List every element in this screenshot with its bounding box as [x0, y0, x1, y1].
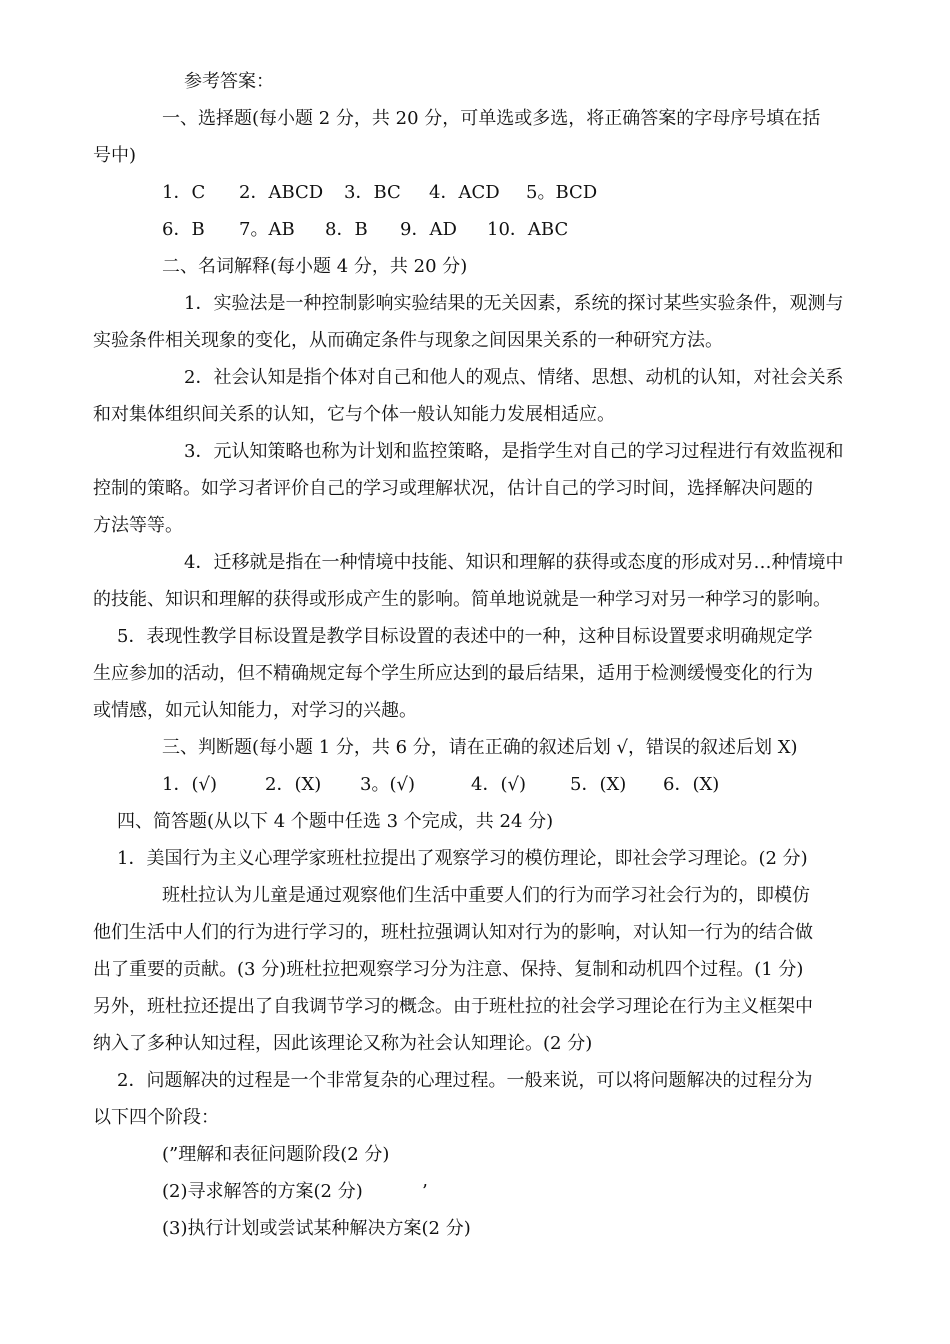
question-2-line: 以下四个阶段：	[93, 1107, 219, 1128]
page-title: 参考答案：	[184, 71, 274, 92]
mc-answers-row-2	[162, 218, 568, 242]
question-1-answer-line: 他们生活中人们的行为进行学习的，班杜拉强调认知对行为的影响，对认知一行为的结合做	[93, 922, 813, 943]
term-5-line: 或情感，如元认知能力，对学习的兴趣。	[93, 700, 417, 721]
mc-answer: 7。AB	[239, 219, 295, 240]
tf-answer: 4．(√)	[471, 774, 526, 795]
question-1-answer-line: 另外，班杜拉还提出了自我调节学习的概念。由于班杜拉的社会学习理论在行为主义框架中	[93, 996, 813, 1017]
term-5-line: 5．表现性教学目标设置是教学目标设置的表述中的一种，这种目标设置要求明确规定学	[117, 626, 813, 647]
question-1-answer-line: 班杜拉认为儿童是通过观察他们生活中重要人们的行为而学习社会行为的，即模仿	[162, 885, 810, 906]
mc-answer: 4．ACD	[429, 182, 500, 203]
mc-answer: 10．ABC	[487, 219, 569, 240]
mc-answer: 1．C	[162, 182, 206, 203]
term-5-line: 生应参加的活动，但不精确规定每个学生所应达到的最后结果，适用于检测缓慢变化的行为	[93, 663, 813, 684]
term-2-line: 2．社会认知是指个体对自己和他人的观点、情绪、思想、动机的认知，对社会关系	[184, 367, 844, 388]
section-3-heading: 三、判断题(每小题 1 分，共 6 分，请在正确的叙述后划 √，错误的叙述后划 X)	[162, 737, 798, 758]
term-3-line: 控制的策略。如学习者评价自己的学习或理解状况，估计自己的学习时间，选择解决问题的	[93, 478, 813, 499]
tf-answer: 2．(X)	[265, 774, 322, 795]
tf-answer: 1．(√)	[162, 774, 217, 795]
tf-answer: 3。(√)	[360, 774, 415, 795]
term-3-line: 3．元认知策略也称为计划和监控策略，是指学生对自己的学习过程进行有效监视和	[184, 441, 844, 462]
question-2-step: (3)执行计划或尝试某种解决方案(2 分)	[162, 1218, 471, 1239]
mc-answers-row-1	[162, 181, 597, 205]
term-3-line: 方法等等。	[93, 515, 183, 536]
term-4-line: 4．迁移就是指在一种情境中技能、知识和理解的获得或态度的形成对另…种情境中	[184, 552, 844, 573]
mc-answer: 2．ABCD	[239, 182, 324, 203]
question-1-line: 1．美国行为主义心理学家班杜拉提出了观察学习的模仿理论，即社会学习理论。(2 分)	[117, 848, 808, 869]
section-2-heading: 二、名词解释(每小题 4 分，共 20 分)	[162, 256, 468, 277]
term-1-line: 实验条件相关现象的变化，从而确定条件与现象之间因果关系的一种研究方法。	[93, 330, 723, 351]
mc-answer: 8．B	[325, 219, 368, 240]
question-2-line: 2．问题解决的过程是一个非常复杂的心理过程。一般来说，可以将问题解决的过程分为	[117, 1070, 813, 1091]
section-1-heading-cont: 号中)	[93, 145, 137, 166]
tf-answer: 5．(X)	[570, 774, 627, 795]
section-4-heading: 四、简答题(从以下 4 个题中任选 3 个完成，共 24 分)	[117, 811, 554, 832]
mc-answer: 3．BC	[344, 182, 401, 203]
term-4-line: 的技能、知识和理解的获得或形成产生的影响。简单地说就是一种学习对另一种学习的影响。	[93, 589, 831, 610]
stray-mark: ’	[422, 1181, 428, 1202]
tf-answer: 6．(X)	[663, 774, 720, 795]
question-2-step: (”理解和表征问题阶段(2 分)	[162, 1144, 390, 1165]
term-2-line: 和对集体组织间关系的认知，它与个体一般认知能力发展相适应。	[93, 404, 615, 425]
mc-answer: 5。BCD	[526, 182, 598, 203]
section-1-heading: 一、选择题(每小题 2 分，共 20 分，可单选或多选，将正确答案的字母序号填在括	[162, 108, 821, 129]
term-1-line: 1．实验法是一种控制影响实验结果的无关因素，系统的探讨某些实验条件，观测与	[184, 293, 844, 314]
tf-answers-row	[162, 773, 719, 797]
mc-answer: 6．B	[162, 219, 205, 240]
mc-answer: 9．AD	[400, 219, 457, 240]
question-2-step: (2)寻求解答的方案(2 分)	[162, 1181, 363, 1202]
question-1-answer-line: 纳入了多种认知过程，因此该理论又称为社会认知理论。(2 分)	[93, 1033, 593, 1054]
question-1-answer-line: 出了重要的贡献。(3 分)班杜拉把观察学习分为注意、保持、复制和动机四个过程。(1 分)	[93, 959, 804, 980]
